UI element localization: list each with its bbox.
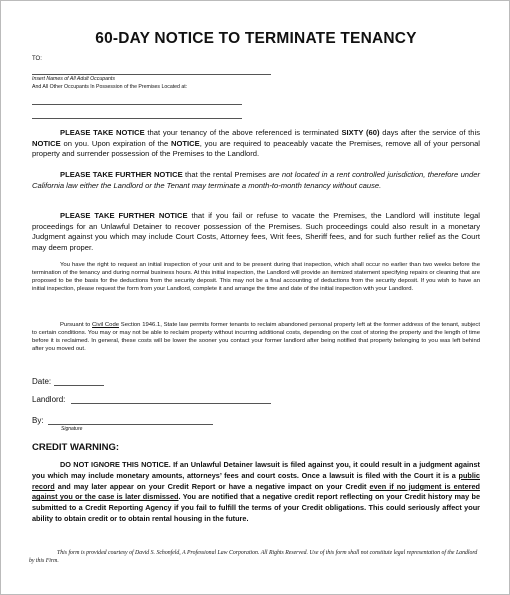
credit-warning-heading: CREDIT WARNING: bbox=[32, 442, 120, 453]
credit-warning-text: DO NOT IGNORE THIS NOTICE. If an Unlawful Detainer lawsuit is filed against you, it could result in a judgment against you which may include monetary amounts, attorneys’ fees and court costs. Once a lawsuit is filed with the Court it is a public record and may later appear on your Credit Report or have a negative impact on your Credit even if no judgment is entered against you or the case is later dismissed. You are notified that a negative credit report reflecting on your Credit history may be submitted to a Credit Reporting Agency if you fail to fulfill the terms of your Credit obligations. This could seriously affect your ability to obtain credit or to obtain rental housing in the future. bbox=[32, 460, 481, 523]
document-title: 60-DAY NOTICE TO TERMINATE TENANCY bbox=[95, 30, 417, 47]
signature-line[interactable] bbox=[48, 424, 213, 425]
date-label: Date: bbox=[32, 377, 52, 386]
landlord-label: Landlord: bbox=[32, 395, 66, 404]
address-line-2[interactable] bbox=[32, 118, 242, 119]
notice-paragraph-1: PLEASE TAKE NOTICE that your tenancy of the above referenced is terminated SIXTY (60) days after the service of this NOTICE on you. Upon expiration of the NOTICE, you are required to peaceably vacate the Premises, remove all of your personal property and surrender possession of the Premises to the Landlord. bbox=[32, 128, 480, 159]
abandoned-property-paragraph: Pursuant to Civil Code Section 1946.1, State law permits former tenants to reclaim abandoned personal property left at the former address of the tenant, subject to certain conditions. You may or may not be able to reclaim property without incurring additional costs, depending on the cost of storing the property and the length of time before it is reclaimed. In general, these costs will be lower the sooner you contact your former landlord after being notified that property belonging to you was left behind after you moved out. bbox=[32, 322, 480, 353]
footer-disclaimer: This form is provided courtesy of David S. Schonfeld, A Professional Law Corporation. All Rights Reserved. Use of this form shall not constitute legal representation of the Landlord by this Firm. bbox=[29, 550, 478, 564]
other-occupants-caption: And All Other Occupants In Possession of the Premises Located at: bbox=[32, 84, 188, 90]
date-line[interactable] bbox=[54, 385, 104, 386]
inspection-paragraph: You have the right to request an initial inspection of your unit and to be present during that inspection, which shall occur no earlier than two weeks before the termination of the tenancy and during normal business hours. At this initial inspection, the Landlord will provide an itemized statement specifying repairs or cleaning that are proposed to be the basis for the deductions from the security deposit. This may not be a final accounting of deductions from the security deposit. If you wish to have an initial inspection, please request the form from your Landlord, complete it and arrange the time and date of the initial inspection with your Landlord. bbox=[32, 262, 480, 293]
notice-paragraph-3: PLEASE TAKE FURTHER NOTICE that if you fail or refuse to vacate the Premises, the Landlord will institute legal proceedings for an Unlawful Detainer to recover possession of the Premises. Such proceedings could also result in a monetary Judgment against you which may include Court Costs, Attorney fees, Writ fees, Sheriff fees, and for such further relief as the Court may deem proper. bbox=[32, 211, 480, 253]
occupants-caption: Insert Names of All Adult Occupants bbox=[32, 76, 115, 82]
landlord-line[interactable] bbox=[71, 403, 271, 404]
signature-caption: Signature bbox=[61, 426, 83, 432]
notice-paragraph-2: PLEASE TAKE FURTHER NOTICE that the rental Premises are not located in a rent controlled jurisdiction, therefore under California law either the Landlord or the Tenant may terminate a month-to-month tenancy without cause. bbox=[32, 170, 480, 190]
to-label: TO: bbox=[32, 56, 42, 62]
by-label: By: bbox=[32, 416, 44, 425]
occupants-line[interactable] bbox=[32, 74, 271, 75]
address-line-1[interactable] bbox=[32, 104, 242, 105]
